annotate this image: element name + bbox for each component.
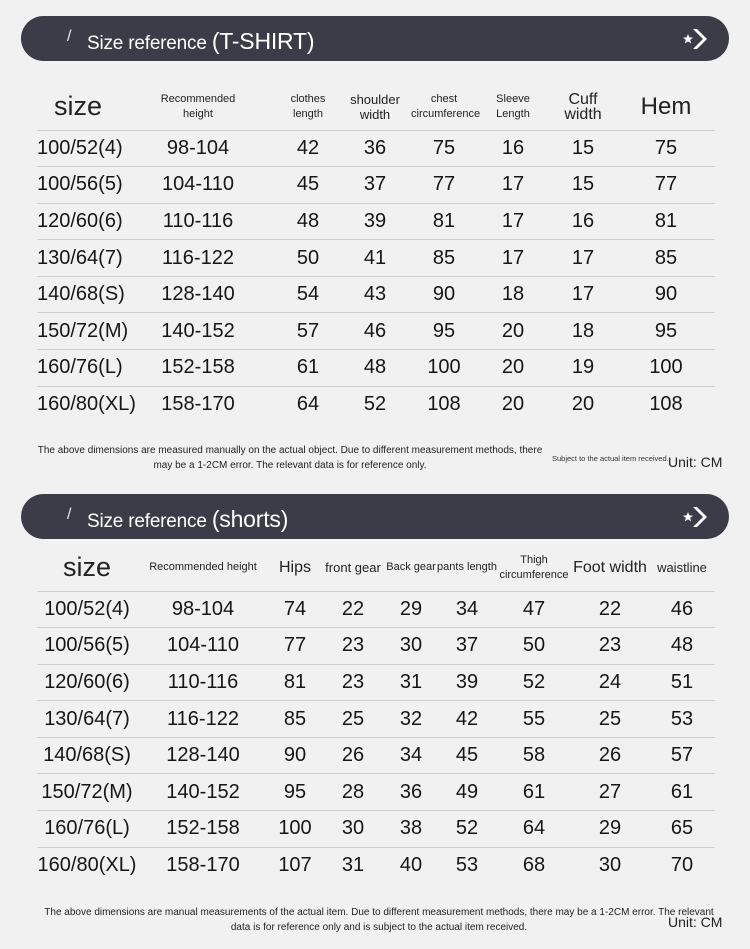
table-cell: 52	[497, 664, 571, 701]
table-cell: 17	[477, 203, 549, 240]
table-cell: 23	[321, 664, 385, 701]
table-cell: 116-122	[137, 701, 269, 738]
table-cell: 20	[477, 313, 549, 350]
column-header-recommended-height: Recommended height	[119, 84, 277, 130]
table-cell: 29	[571, 811, 649, 848]
tshirt-measurement-note: The above dimensions are measured manually on the actual object. Due to different measurement methods, there may be a 1-2CM error. The relevant data is for reference only.	[37, 445, 543, 471]
table-cell: 37	[437, 628, 497, 665]
table-cell: 68	[522, 854, 546, 877]
column-header-chest-circumference: chest circumference	[411, 84, 477, 130]
table-cell: 17	[477, 167, 549, 204]
table-cell: 140/68(S)	[37, 276, 119, 313]
table-cell: 16	[477, 130, 549, 167]
table-cell: 25	[571, 701, 649, 738]
table-cell: 32	[385, 701, 437, 738]
table-cell: 85	[411, 240, 477, 277]
table-cell: 160/80(XL)	[37, 393, 136, 416]
table-cell: 90	[411, 276, 477, 313]
table-cell: 65	[649, 811, 715, 848]
table-cell: 107	[278, 854, 312, 877]
table-cell: 140-152	[137, 774, 269, 811]
table-cell: 31	[385, 664, 437, 701]
table-cell: 23	[321, 628, 385, 665]
table-cell: 90	[617, 276, 715, 313]
column-header-cuff-width: Cuff width	[549, 84, 617, 130]
table-cell: 42	[437, 701, 497, 738]
table-cell: 27	[571, 774, 649, 811]
table-cell: 31	[341, 854, 365, 877]
table-cell: 55	[497, 701, 571, 738]
table-cell: 81	[617, 203, 715, 240]
table-cell: 17	[549, 276, 617, 313]
column-header-front-gear: front gear	[321, 545, 385, 591]
column-header-recommended-height: Recommended height	[137, 545, 269, 591]
table-cell: 45	[277, 167, 339, 204]
table-row	[37, 774, 715, 811]
table-cell: 43	[339, 276, 411, 313]
table-cell: 34	[437, 591, 497, 628]
table-row	[37, 664, 715, 701]
table-cell: 28	[321, 774, 385, 811]
table-cell: 100	[617, 350, 715, 387]
table-cell: 120/60(6)	[37, 203, 119, 240]
column-header-hem: Hem	[617, 84, 715, 130]
table-cell: 104-110	[137, 628, 269, 665]
table-cell: 36	[339, 130, 411, 167]
table-cell: 52	[363, 393, 387, 416]
slash-icon: /	[67, 506, 72, 523]
table-cell: 160/76(L)	[37, 811, 137, 848]
table-cell: 53	[455, 854, 479, 877]
table-row	[37, 350, 715, 387]
column-header-shoulder-width: shoulder width	[339, 84, 411, 130]
table-cell: 24	[571, 664, 649, 701]
shorts-measurement-note: The above dimensions are manual measurements of the actual item. Due to different measurement methods, there may be a 1-2CM error. The relevant data is for reference only and is subject to the actual item received.	[44, 907, 714, 933]
table-cell: 100/56(5)	[37, 167, 119, 204]
table-cell: 130/64(7)	[37, 701, 137, 738]
table-row	[37, 203, 715, 240]
table-cell: 140/68(S)	[37, 737, 137, 774]
table-cell: 39	[437, 664, 497, 701]
tshirt-size-table	[37, 84, 715, 423]
table-cell: 158-170	[161, 393, 235, 416]
column-header-back-gear: Back gear	[385, 545, 437, 591]
table-cell: 98-104	[119, 130, 277, 167]
table-cell: 20	[477, 350, 549, 387]
table-row	[37, 240, 715, 277]
table-cell: 52	[437, 811, 497, 848]
table-cell: 23	[571, 628, 649, 665]
table-cell: 51	[649, 664, 715, 701]
table-cell: 85	[269, 701, 321, 738]
table-cell: 47	[497, 591, 571, 628]
table-cell: 95	[617, 313, 715, 350]
table-cell: 130/64(7)	[37, 240, 119, 277]
table-cell: 77	[411, 167, 477, 204]
shorts-section-header	[21, 494, 729, 539]
column-header-foot-width: Foot width	[571, 545, 649, 591]
table-row	[37, 737, 715, 774]
table-cell: 98-104	[137, 591, 269, 628]
table-row	[37, 313, 715, 350]
shorts-size-table	[37, 545, 715, 884]
table-cell: 54	[277, 276, 339, 313]
table-row	[37, 276, 715, 313]
table-cell: 15	[549, 167, 617, 204]
table-cell: 39	[339, 203, 411, 240]
table-cell: 108	[427, 393, 461, 416]
table-cell: 17	[549, 240, 617, 277]
table-cell: 20	[571, 393, 595, 416]
table-row	[37, 847, 715, 884]
table-cell: 53	[649, 701, 715, 738]
table-cell: 36	[385, 774, 437, 811]
table-cell: 49	[437, 774, 497, 811]
column-header-size: size	[37, 545, 137, 591]
table-cell: 75	[411, 130, 477, 167]
table-cell: 61	[649, 774, 715, 811]
table-cell: 18	[549, 313, 617, 350]
table-cell: 26	[321, 737, 385, 774]
table-cell: 100/56(5)	[37, 628, 137, 665]
table-cell: 20	[501, 393, 525, 416]
column-header-size: size	[37, 84, 119, 130]
table-cell: 48	[277, 203, 339, 240]
tshirt-title-prefix: Size reference	[87, 33, 207, 54]
column-header-pants-length: pants length	[437, 545, 497, 591]
table-cell: 50	[497, 628, 571, 665]
table-cell: 128-140	[137, 737, 269, 774]
table-cell: 152-158	[119, 350, 277, 387]
table-cell: 81	[269, 664, 321, 701]
table-cell: 100/52(4)	[37, 130, 119, 167]
table-cell: 41	[339, 240, 411, 277]
table-row	[37, 811, 715, 848]
table-cell: 100	[411, 350, 477, 387]
slash-icon: /	[67, 28, 72, 45]
tshirt-unit-label: Unit: CM	[668, 454, 723, 470]
table-cell: 30	[598, 854, 622, 877]
table-cell: 48	[339, 350, 411, 387]
table-cell: 77	[269, 628, 321, 665]
table-cell: 95	[269, 774, 321, 811]
shorts-title-suffix: (shorts)	[211, 506, 289, 532]
table-cell: 17	[477, 240, 549, 277]
table-cell: 26	[571, 737, 649, 774]
table-cell: 140-152	[119, 313, 277, 350]
table-cell: 46	[339, 313, 411, 350]
table-cell: 19	[549, 350, 617, 387]
table-cell: 90	[269, 737, 321, 774]
tshirt-subject-note: Subject to the actual item received.	[552, 454, 669, 463]
tshirt-section-header	[21, 16, 729, 61]
star-chevron-icon	[681, 503, 709, 531]
table-cell: 158-170	[166, 854, 240, 877]
column-header-clothes-length: clothes length	[277, 84, 339, 130]
table-cell: 150/72(M)	[37, 774, 137, 811]
table-cell: 48	[649, 628, 715, 665]
table-cell: 81	[411, 203, 477, 240]
table-cell: 34	[385, 737, 437, 774]
column-header-hips: Hips	[269, 545, 321, 591]
table-cell: 152-158	[137, 811, 269, 848]
star-chevron-icon	[681, 25, 709, 53]
column-header-waistline: waistline	[649, 545, 715, 591]
table-cell: 116-122	[119, 240, 277, 277]
table-cell: 38	[385, 811, 437, 848]
tshirt-section-title	[87, 28, 314, 55]
shorts-section-title	[87, 506, 288, 533]
table-row	[37, 628, 715, 665]
table-cell: 100/52(4)	[37, 591, 137, 628]
table-cell: 18	[477, 276, 549, 313]
table-row	[37, 167, 715, 204]
table-cell: 30	[321, 811, 385, 848]
table-cell: 120/60(6)	[37, 664, 137, 701]
shorts-unit-label: Unit: CM	[668, 914, 723, 930]
table-cell: 85	[617, 240, 715, 277]
table-row	[37, 130, 715, 167]
table-cell: 16	[549, 203, 617, 240]
table-cell: 58	[497, 737, 571, 774]
table-cell: 50	[277, 240, 339, 277]
table-cell: 30	[385, 628, 437, 665]
table-cell: 75	[617, 130, 715, 167]
table-cell: 150/72(M)	[37, 313, 119, 350]
column-header-sleeve-length: Sleeve Length	[477, 84, 549, 130]
tshirt-title-suffix: (T-SHIRT)	[211, 28, 315, 54]
table-cell: 160/76(L)	[37, 350, 119, 387]
table-cell: 15	[549, 130, 617, 167]
table-cell: 37	[339, 167, 411, 204]
column-header-thigh-circumference: Thigh circumference	[497, 545, 571, 591]
table-cell: 46	[649, 591, 715, 628]
table-cell: 128-140	[119, 276, 277, 313]
table-cell: 70	[670, 854, 694, 877]
table-row	[37, 701, 715, 738]
table-cell: 77	[617, 167, 715, 204]
table-cell: 57	[277, 313, 339, 350]
table-cell: 42	[277, 130, 339, 167]
table-cell: 61	[497, 774, 571, 811]
table-cell: 22	[321, 591, 385, 628]
table-cell: 40	[399, 854, 423, 877]
table-cell: 64	[497, 811, 571, 848]
table-cell: 64	[296, 393, 320, 416]
table-cell: 160/80(XL)	[37, 854, 137, 877]
table-cell: 22	[571, 591, 649, 628]
table-cell: 61	[277, 350, 339, 387]
table-row	[37, 386, 715, 423]
table-cell: 74	[269, 591, 321, 628]
table-cell: 110-116	[119, 203, 277, 240]
table-cell: 25	[321, 701, 385, 738]
table-cell: 29	[385, 591, 437, 628]
table-row	[37, 591, 715, 628]
table-cell: 110-116	[137, 664, 269, 701]
table-cell: 108	[649, 393, 683, 416]
shorts-title-prefix: Size reference	[87, 511, 207, 532]
table-cell: 104-110	[119, 167, 277, 204]
table-cell: 45	[437, 737, 497, 774]
table-cell: 57	[649, 737, 715, 774]
table-cell: 100	[269, 811, 321, 848]
table-cell: 95	[411, 313, 477, 350]
